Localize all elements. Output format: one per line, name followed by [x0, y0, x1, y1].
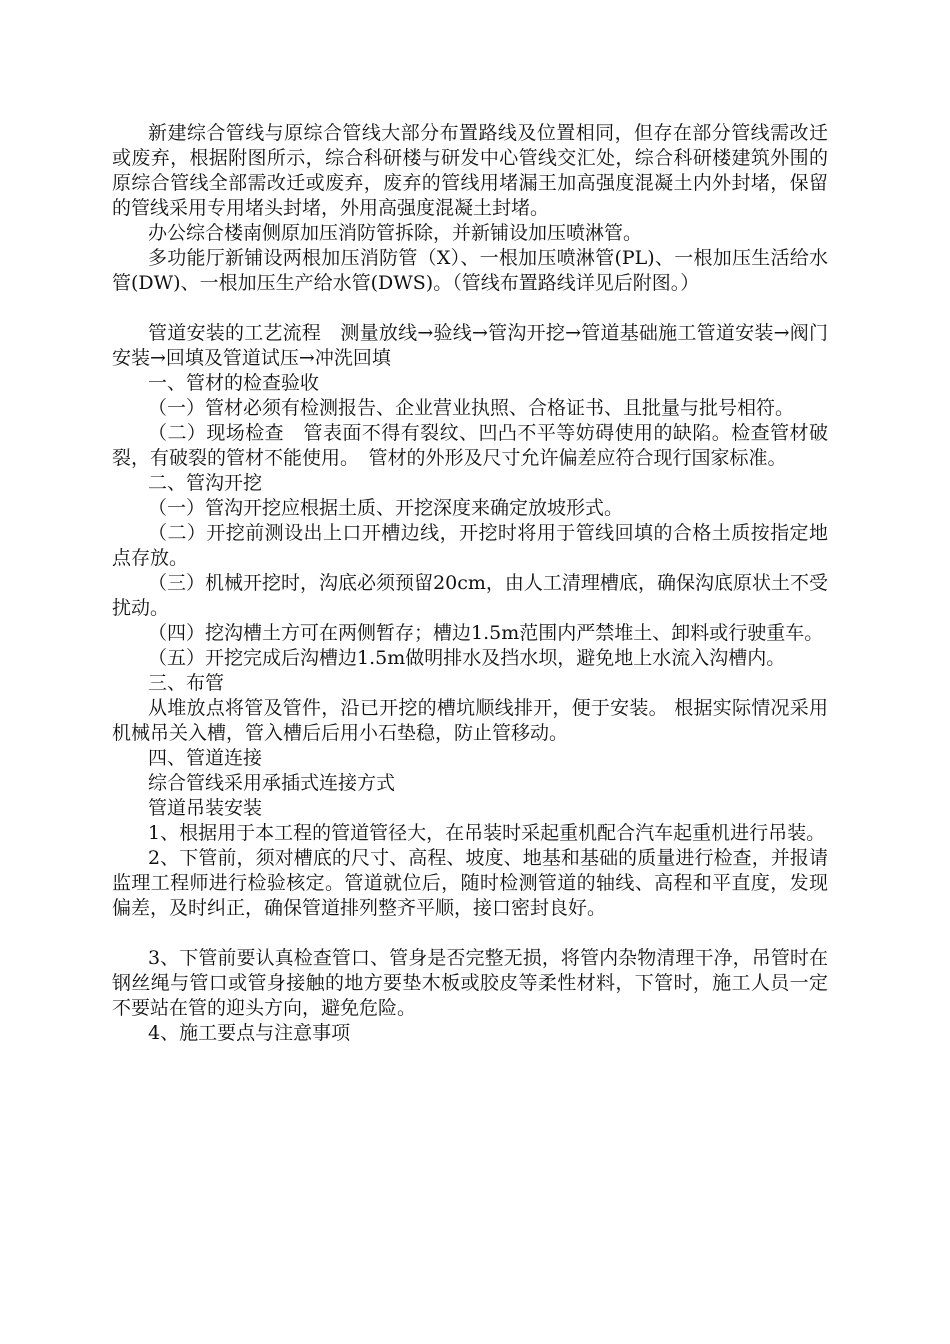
- paragraph: 从堆放点将管及管件，沿已开挖的槽坑顺线排开，便于安装。 根据实际情况采用机械吊关入槽，管入槽后后用小石垫稳，防止管移动。: [112, 697, 828, 744]
- paragraph-gap: [112, 296, 828, 321]
- paragraph: 管道吊装安装: [148, 797, 263, 819]
- paragraph: （五）开挖完成后沟槽边1.5m做明排水及挡水坝，避免地上水流入沟槽内。: [148, 647, 786, 669]
- paragraph: 3、下管前要认真检查管口、管身是否完整无损，将管内杂物清理干净，吊管时在钢丝绳与管口或管身接触的地方要垫木板或胶皮等柔性材料，下管时，施工人员一定不要站在管的迎头方向，避免危险。: [112, 947, 828, 1019]
- paragraph: 2、下管前，须对槽底的尺寸、高程、坡度、地基和基础的质量进行检查，并报请监理工程师进行检验核定。管道就位后，随时检测管道的轴线、高程和平直度，发现偏差，及时纠正，确保管道排列整齐平顺，接口密封良好。: [112, 847, 828, 919]
- paragraph: 新建综合管线与原综合管线大部分布置路线及位置相同，但存在部分管线需改迁或废弃，根据附图所示，综合科研楼与研发中心管线交汇处，综合科研楼建筑外围的原综合管线全部需改迁或废弃，废弃的管线用堵漏王加高强度混凝土内外封堵，保留的管线采用专用堵头封堵，外用高强度混凝土封堵。: [112, 122, 828, 219]
- paragraph: 多功能厅新铺设两根加压消防管（X）、一根加压喷淋管(PL)、一根加压生活给水管(DW)、一根加压生产给水管(DWS)。（管线布置路线详见后附图。）: [112, 247, 828, 294]
- section-heading: 三、布管: [148, 672, 225, 694]
- paragraph-gap: [112, 921, 828, 946]
- section-heading: 二、管沟开挖: [148, 472, 263, 494]
- section-heading: 一、管材的检查验收: [148, 372, 320, 394]
- paragraph: （一）管沟开挖应根据土质、开挖深度来确定放坡形式。: [148, 497, 624, 519]
- paragraph: （三）机械开挖时，沟底必须预留20cm，由人工清理槽底，确保沟底原状土不受扰动。: [112, 572, 828, 619]
- paragraph: （四）挖沟槽土方可在两侧暂存；槽边1.5m范围内严禁堆土、卸料或行驶重车。: [148, 622, 824, 644]
- paragraph: （一）管材必须有检测报告、企业营业执照、合格证书、且批量与批号相符。: [148, 397, 795, 419]
- document-body: [112, 121, 828, 1046]
- paragraph: 4、施工要点与注意事项: [148, 1022, 351, 1044]
- paragraph: （二）开挖前测设出上口开槽边线，开挖时将用于管线回填的合格土质按指定地点存放。: [112, 522, 828, 569]
- paragraph: 办公综合楼南侧原加压消防管拆除，并新铺设加压喷淋管。: [148, 222, 643, 244]
- paragraph: 综合管线采用承插式连接方式: [148, 772, 396, 794]
- paragraph: （二）现场检查 管表面不得有裂纹、凹凸不平等妨碍使用的缺陷。检查管材破裂，有破裂的管材不能使用。 管材的外形及尺寸允许偏差应符合现行国家标准。: [112, 422, 828, 469]
- section-heading: 四、管道连接: [148, 747, 263, 769]
- paragraph: 1、根据用于本工程的管道管径大，在吊装时采起重机配合汽车起重机进行吊装。: [148, 822, 826, 844]
- paragraph: 管道安装的工艺流程 测量放线→验线→管沟开挖→管道基础施工管道安装→阀门安装→回填及管道试压→冲洗回填: [112, 322, 828, 369]
